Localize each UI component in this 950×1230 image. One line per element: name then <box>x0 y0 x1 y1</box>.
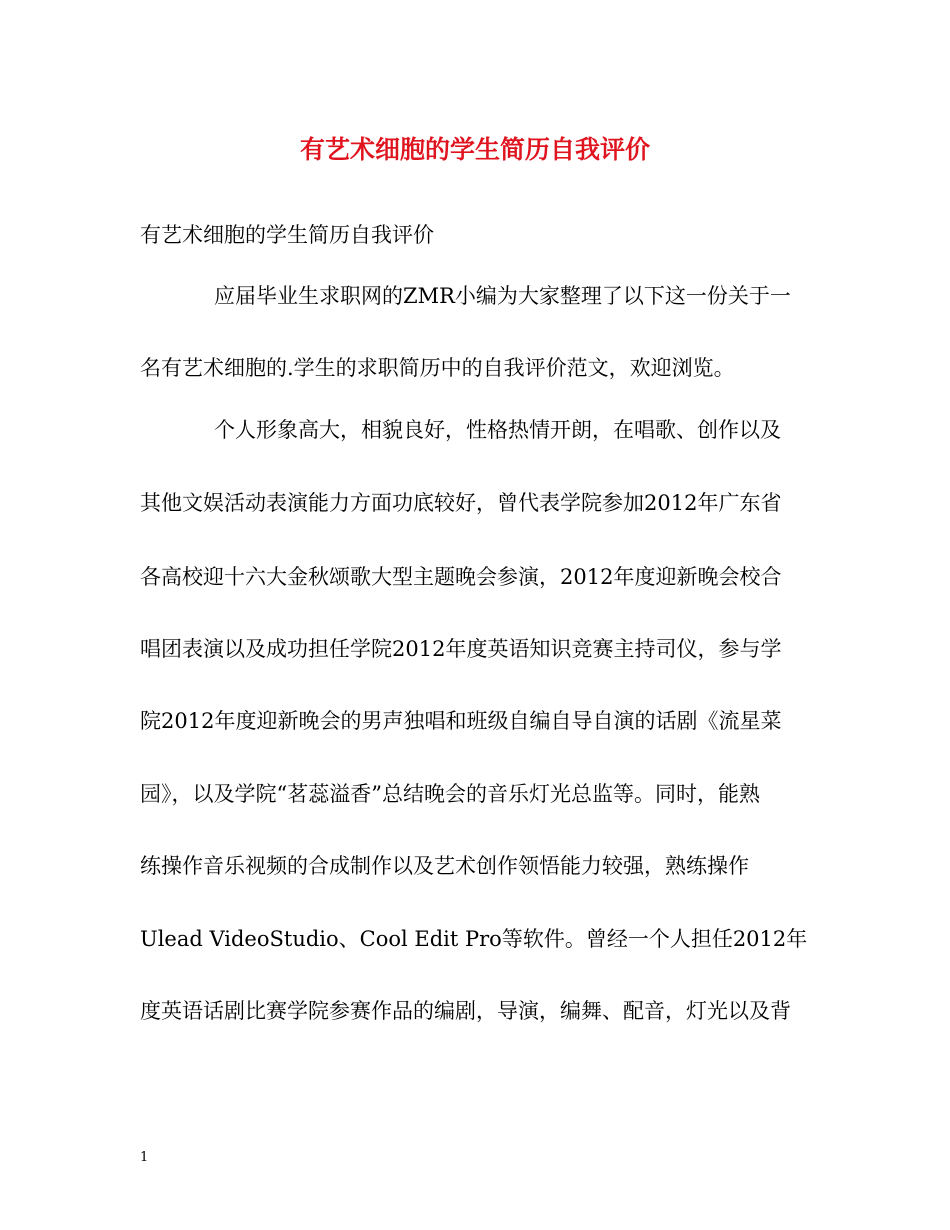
paragraph-line: 度英语话剧比赛学院参赛作品的编剧，导演，编舞、配音，灯光以及背 <box>140 999 791 1023</box>
paragraph-line: 院2012年度迎新晚会的男声独唱和班级自编自导自演的话剧《流星菜 <box>140 709 782 733</box>
paragraph-line: Ulead VideoStudio、Cool Edit Pro等软件。曾经一个人担任2012年 <box>140 927 808 951</box>
paragraph-line: 唱团表演以及成功担任学院2012年度英语知识竞赛主持司仪，参与学 <box>140 637 782 661</box>
page-number: 1 <box>140 1150 149 1165</box>
paragraph-line: 其他文娱活动表演能力方面功底较好，曾代表学院参加2012年广东省 <box>140 491 782 515</box>
paragraph-line: 各高校迎十六大金秋颂歌大型主题晚会参演，2012年度迎新晚会校合 <box>140 565 782 589</box>
document-subtitle: 有艺术细胞的学生简历自我评价 <box>140 223 434 247</box>
paragraph-line: 园》，以及学院“茗蕊溢香”总结晚会的音乐灯光总监等。同时，能熟 <box>140 782 760 806</box>
paragraph-line: 练操作音乐视频的合成制作以及艺术创作领悟能力较强，熟练操作 <box>140 854 749 878</box>
paragraph-line: 个人形象高大，相貌良好，性格热情开朗，在唱歌、创作以及 <box>214 418 781 442</box>
document-title: 有艺术细胞的学生简历自我评价 <box>299 135 650 164</box>
paragraph-line: 应届毕业生求职网的ZMR小编为大家整理了以下这一份关于一 <box>214 284 791 308</box>
paragraph-line: 名有艺术细胞的.学生的求职简历中的自我评价范文，欢迎浏览。 <box>140 356 735 380</box>
